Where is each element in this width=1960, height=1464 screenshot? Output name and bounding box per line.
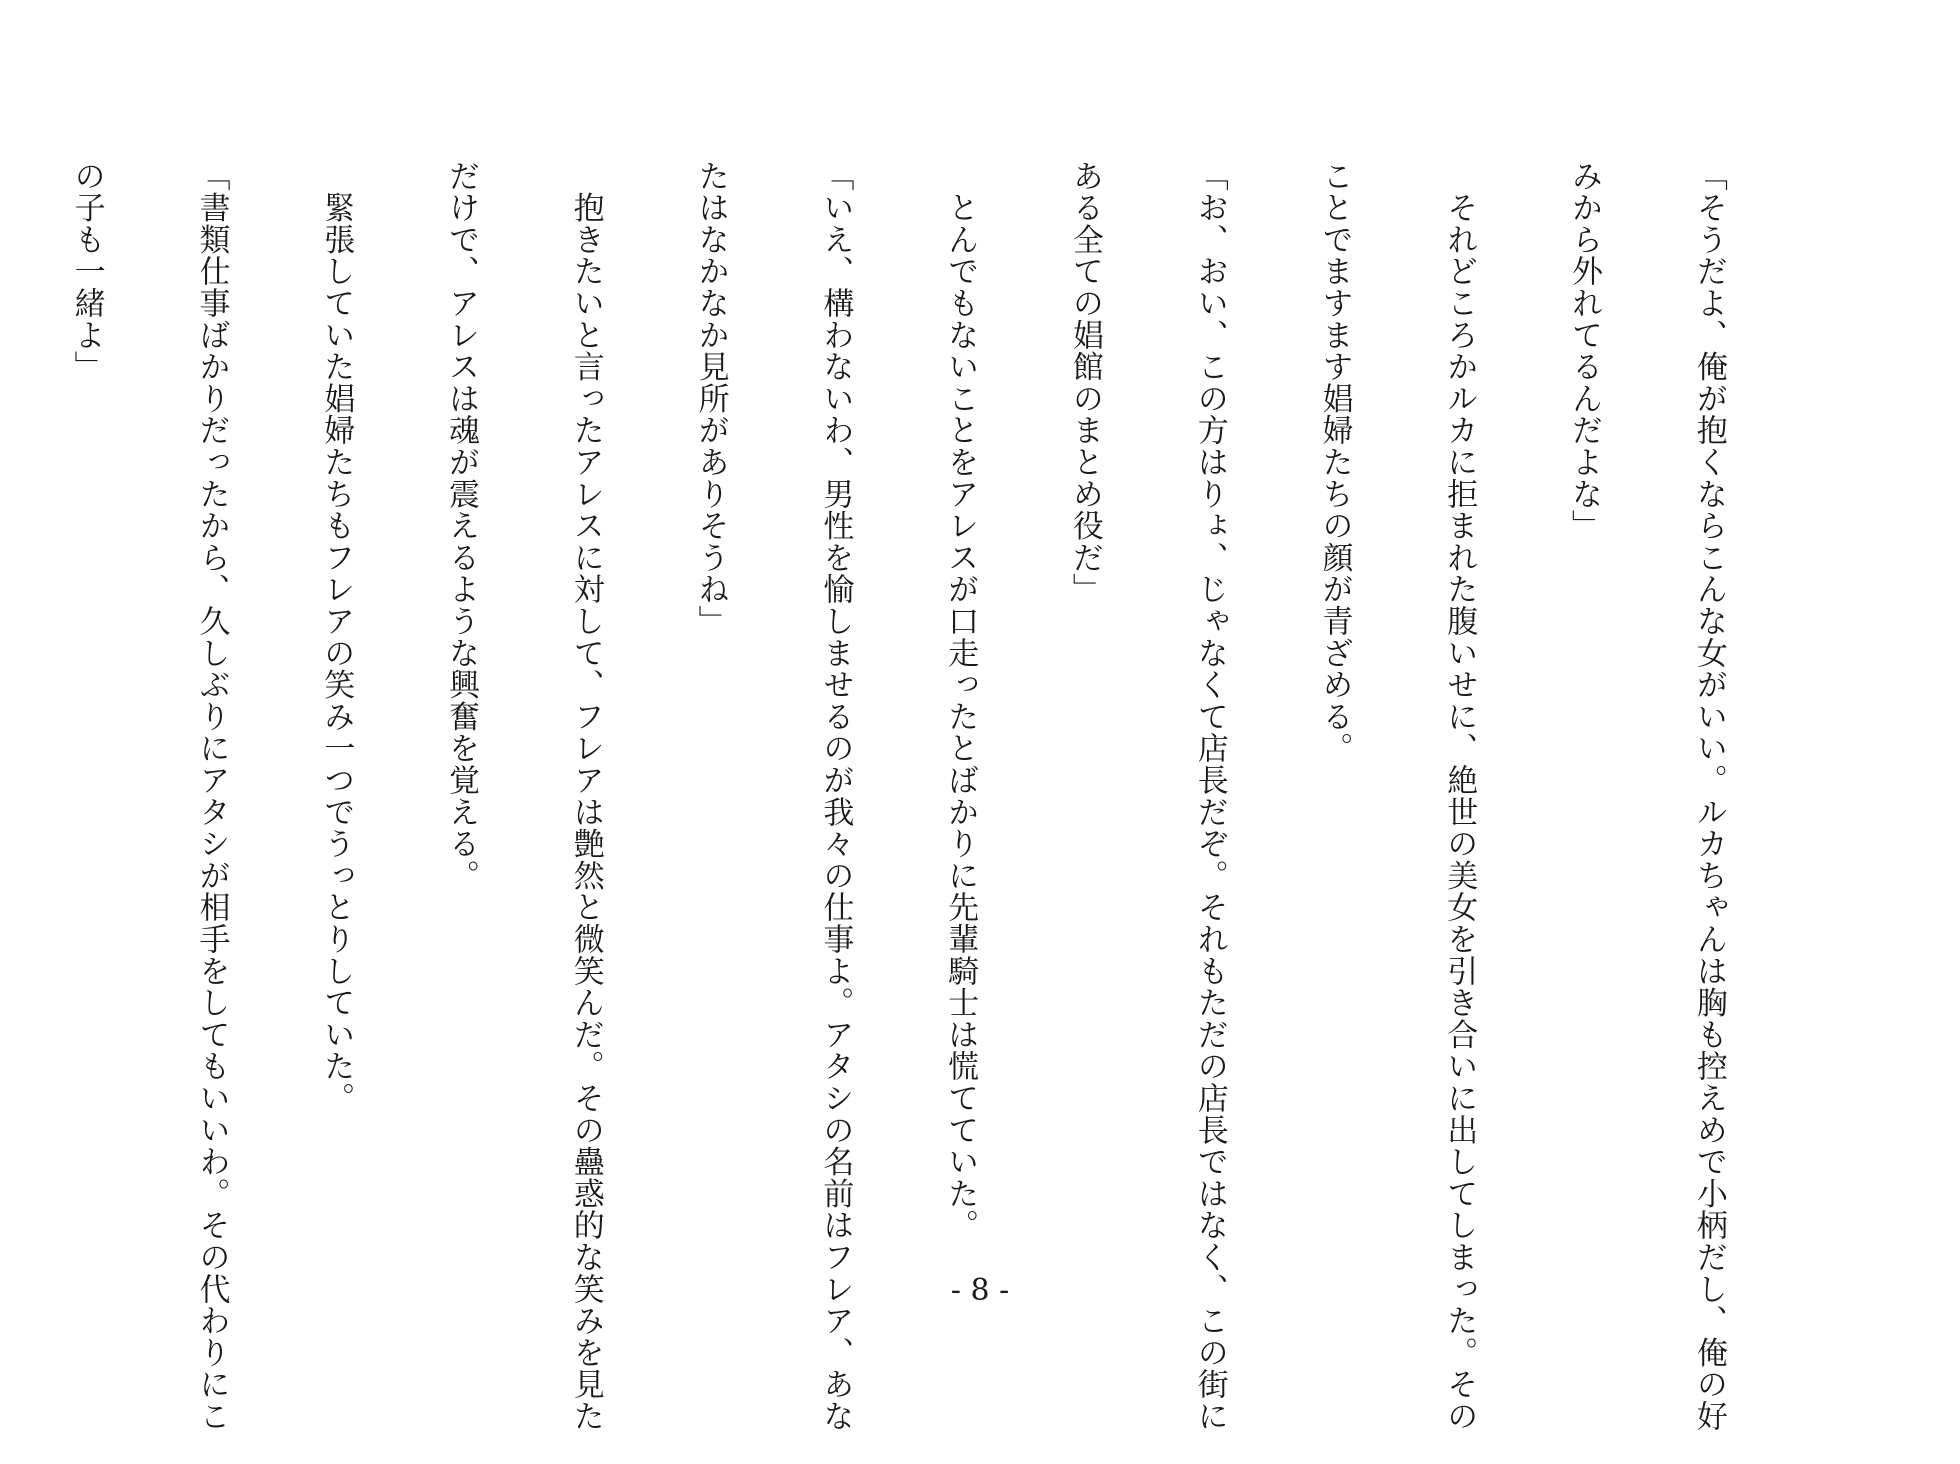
text-line: それどころかルカに拒まれた腹いせに、絶世の美女を引き合いに出してしまった。その: [1441, 160, 1478, 1432]
text-line: だけで、アレスは魂が震えるような興奮を覚える。: [443, 160, 479, 892]
text-line: 「お、おい、この方はりょ、じゃなくて店長だぞ。それもただの店長ではなく、この街に: [1191, 160, 1228, 1432]
text-line: 「いえ、構わないわ、男性を愉しませるのが我々の仕事よ。アタシの名前はフレア、あな: [817, 160, 854, 1432]
text-line: 抱きたいと言ったアレスに対して、フレアは艶然と微笑んだ。その蠱惑的な笑みを見た: [567, 160, 604, 1432]
text-line: ある全ての娼館のまとめ役だ」: [1066, 160, 1103, 606]
text-line: 緊張していた娼婦たちもフレアの笑み一つでうっとりしていた。: [318, 160, 355, 1114]
text-line: ことでますます娼婦たちの顔が青ざめる。: [1316, 160, 1353, 765]
text-line: とんでもないことをアレスが口走ったとばかりに先輩騎士は慌てていた。: [942, 160, 979, 1242]
text-line: 「書類仕事ばかりだったから、久しぶりにアタシが相手をしてもいいわ。その代わりにこ: [193, 160, 230, 1432]
text-line: たはなかなか見所がありそうね」: [692, 160, 729, 637]
vertical-text-body: [0, 160, 1812, 1432]
text-line: 「そうだよ、俺が抱くならこんな女がいい。ルカちゃんは胸も控えめで小柄だし、俺の好: [1690, 160, 1727, 1432]
text-line: の子も一緒よ」: [68, 160, 105, 383]
text-line: みから外れてるんだよな」: [1566, 160, 1603, 542]
page-number: - 8 -: [950, 1273, 1010, 1308]
